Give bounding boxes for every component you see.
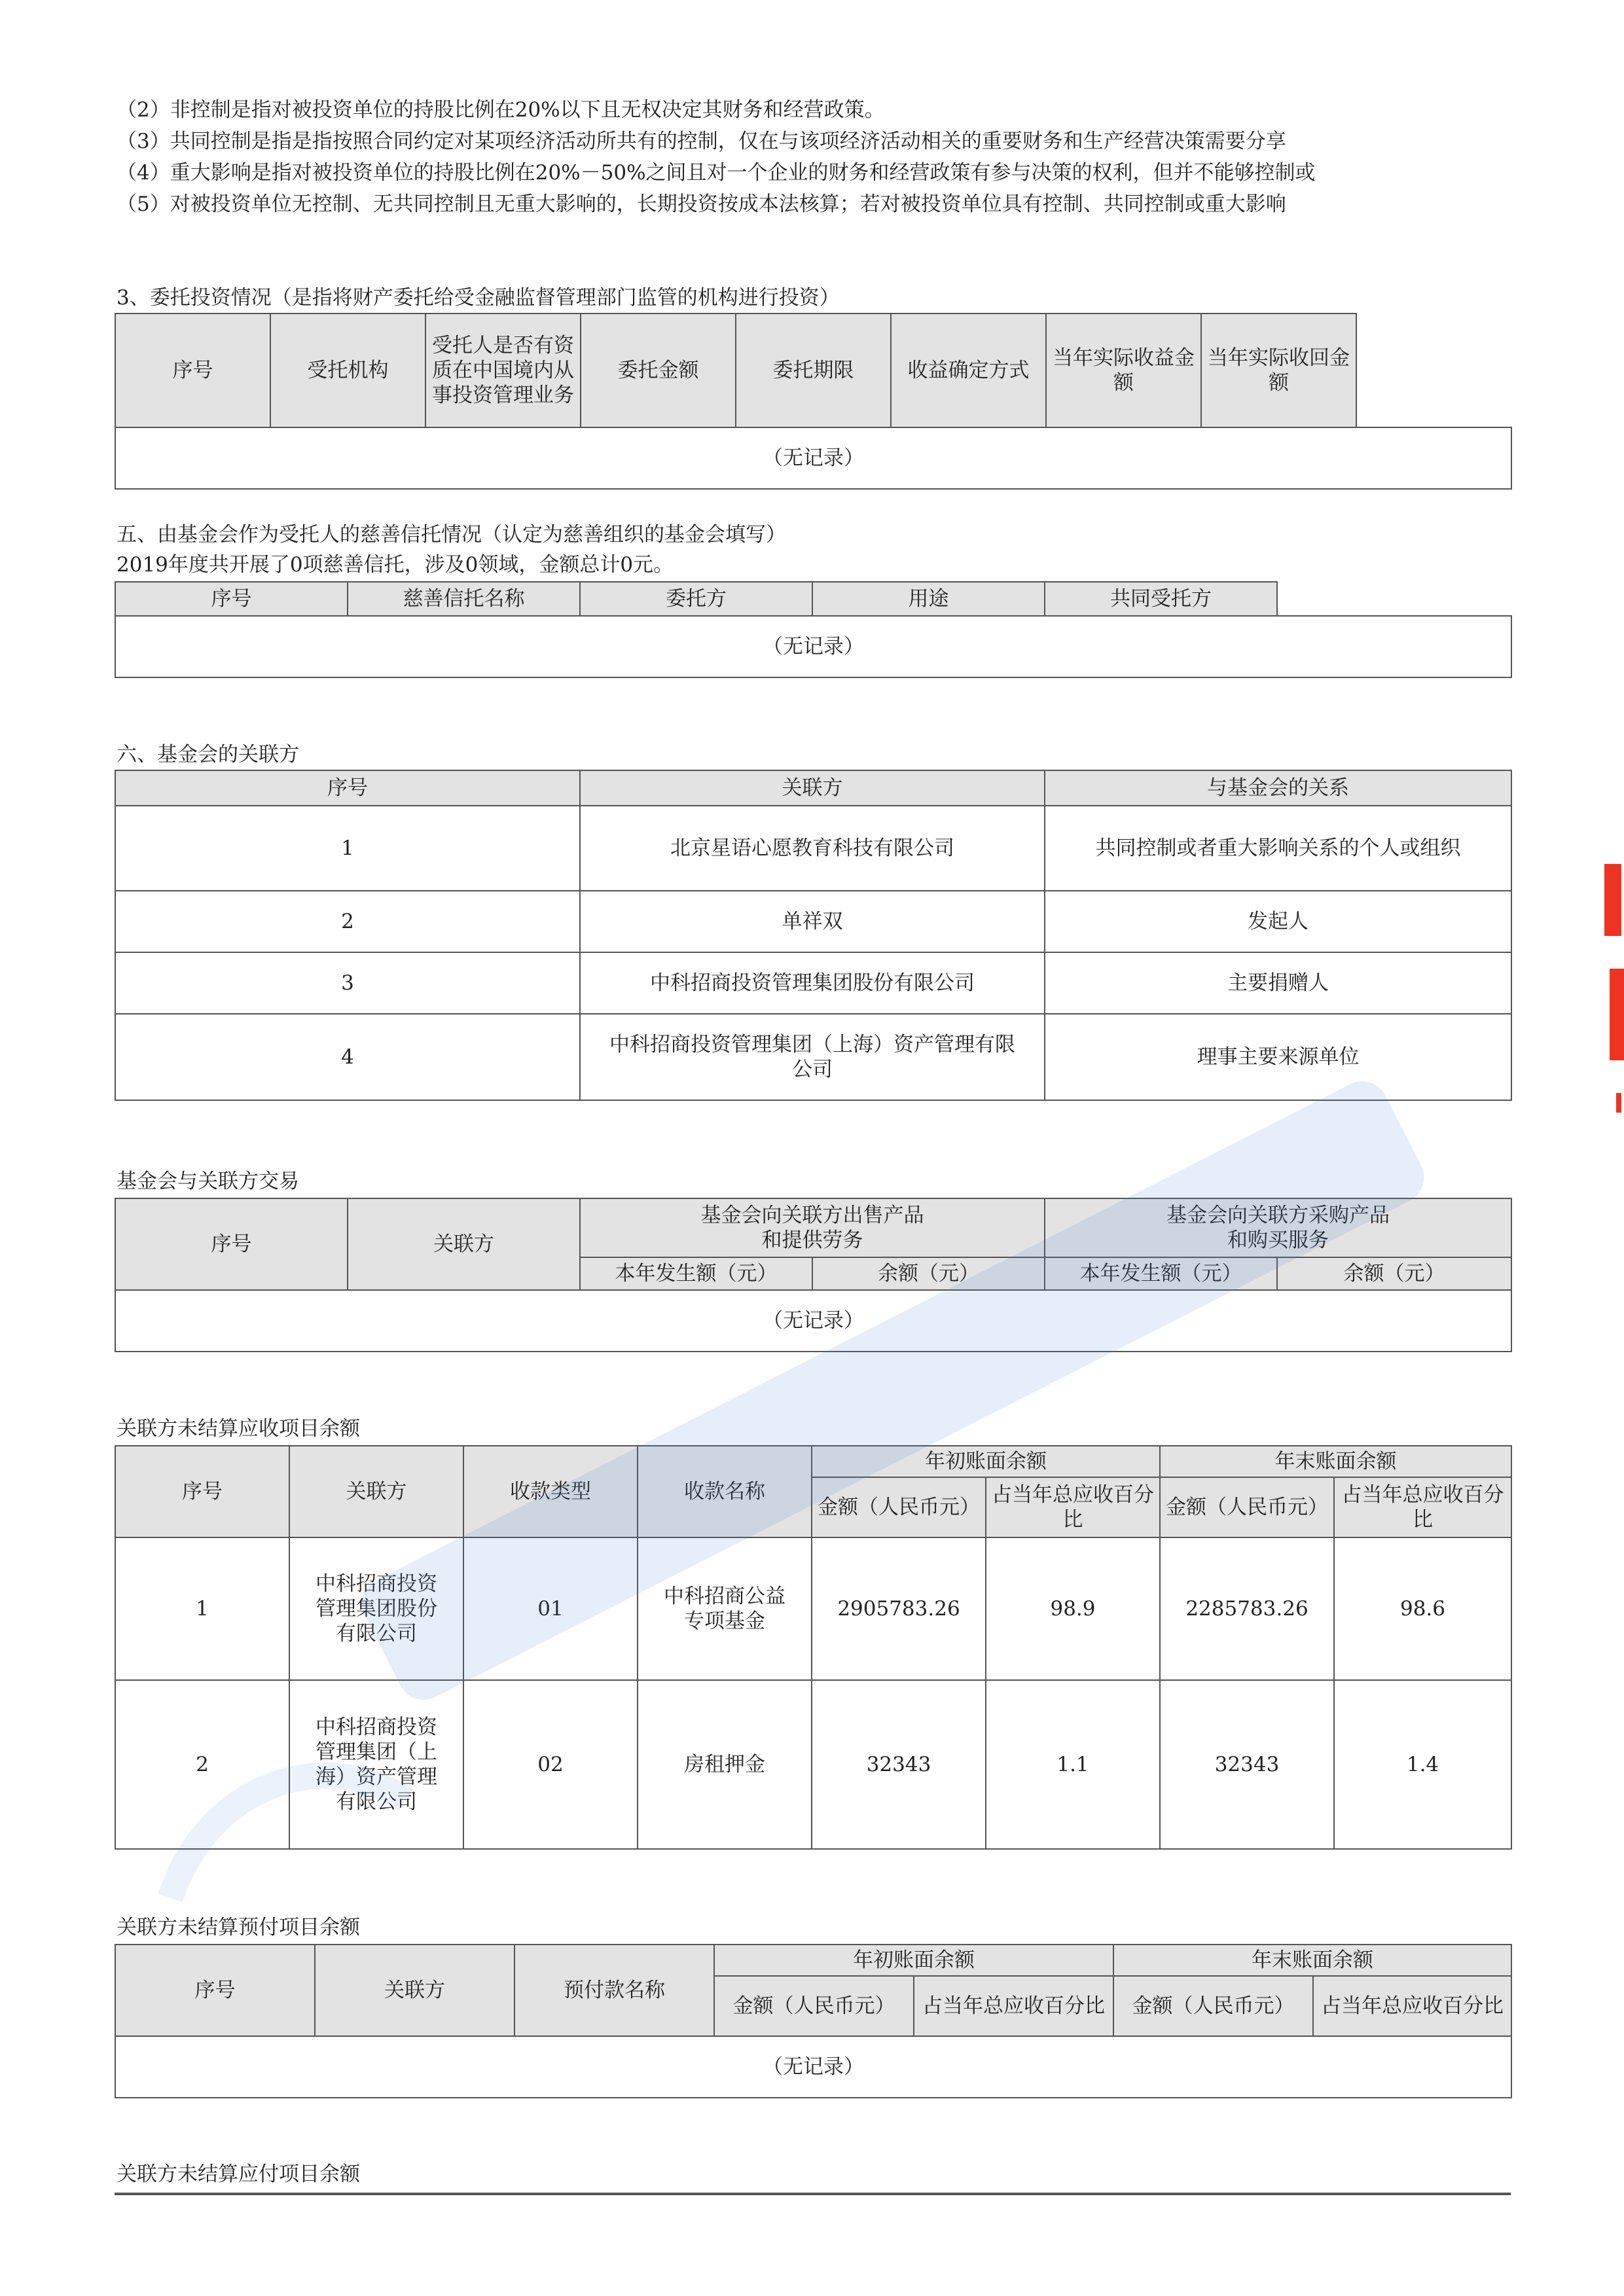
- section-title-related: 六、基金会的关联方: [117, 743, 299, 766]
- empty-record: （无记录）: [115, 2036, 1511, 2098]
- th-amount: 本年发生额（元）: [580, 1257, 812, 1290]
- th-prepay-name: 预付款名称: [514, 1945, 714, 2036]
- th-trust-name: 慈善信托名称: [348, 582, 580, 616]
- th-income-method: 收益确定方式: [891, 314, 1046, 427]
- table-row: 3 中科招商投资管理集团股份有限公司 主要捐赠人: [115, 952, 1511, 1014]
- th-purpose: 用途: [812, 582, 1045, 616]
- th-no: 序号: [115, 1198, 348, 1290]
- th-qualified: 受托人是否有资质在中国境内从事投资管理业务: [425, 314, 581, 427]
- th-no: 序号: [115, 770, 580, 806]
- empty-record: （无记录）: [115, 1290, 1511, 1352]
- th-percent: 占当年总应收百分比: [1334, 1477, 1511, 1537]
- th-balance: 余额（元）: [1277, 1257, 1511, 1290]
- note-line: （4）重大影响是指对被投资单位的持股比例在20%－50%之间且对一个企业的财务和经营政策有参与决策的权利，但并不能够控制或: [117, 161, 1316, 185]
- empty-record: （无记录）: [115, 427, 1511, 489]
- th-party: 关联方: [348, 1198, 580, 1290]
- trade-table: [115, 1198, 1512, 1352]
- note-line: （3）共同控制是指是指按照合同约定对某项经济活动所共有的控制，仅在与该项经济活动相关的重要财务和生产经营决策需要分享: [117, 130, 1286, 153]
- section-title-charity: 五、由基金会作为受托人的慈善信托情况（认定为慈善组织的基金会填写）: [117, 523, 786, 547]
- th-party: 关联方: [289, 1446, 463, 1537]
- charity-summary: 2019年度共开展了0项慈善信托，涉及0领域，金额总计0元。: [117, 553, 674, 577]
- th-no: 序号: [115, 582, 348, 616]
- note-line: （5）对被投资单位无控制、无共同控制且无重大影响的，长期投资按成本法核算；若对被投资单位具有控制、共同控制或重大影响: [117, 192, 1286, 216]
- th-end: 年末账面余额: [1160, 1446, 1511, 1477]
- th-name: 收款名称: [638, 1446, 812, 1537]
- seal-stamp-icon: [1604, 864, 1624, 1113]
- th-party: 关联方: [315, 1945, 514, 2036]
- table-row: 2 中科招商投资管理集团（上海）资产管理有限公司 02 房租押金 32343 1.1 32343 1.4: [115, 1680, 1511, 1849]
- th-co-trustee: 共同受托方: [1045, 582, 1277, 616]
- th-no: 序号: [115, 314, 270, 427]
- th-amount: 金额（人民币元）: [714, 1976, 914, 2036]
- empty-record: （无记录）: [115, 616, 1511, 677]
- th-percent: 占当年总应收百分比: [1313, 1976, 1511, 2036]
- related-party-table: [115, 770, 1512, 1101]
- th-amount: 委托金额: [581, 314, 736, 427]
- entrust-table: [115, 313, 1512, 490]
- th-term: 委托期限: [736, 314, 891, 427]
- section-title-payable: 关联方未结算应付项目余额: [117, 2162, 360, 2186]
- th-relation: 与基金会的关系: [1045, 770, 1511, 806]
- th-begin: 年初账面余额: [812, 1446, 1160, 1477]
- section-title-trade: 基金会与关联方交易: [117, 1170, 299, 1193]
- th-amount: 金额（人民币元）: [1113, 1976, 1313, 2036]
- th-amount: 金额（人民币元）: [812, 1477, 986, 1537]
- th-no: 序号: [115, 1446, 289, 1537]
- th-amount: 金额（人民币元）: [1160, 1477, 1334, 1537]
- table-row: 4 中科招商投资管理集团（上海）资产管理有限公司 理事主要来源单位: [115, 1014, 1511, 1100]
- receivable-table: [115, 1445, 1512, 1850]
- note-line: （2）非控制是指对被投资单位的持股比例在20%以下且无权决定其财务和经营政策。: [117, 98, 885, 122]
- th-no: 序号: [115, 1945, 315, 2036]
- th-actual-income: 当年实际收益金额: [1046, 314, 1201, 427]
- th-begin: 年初账面余额: [714, 1945, 1113, 1976]
- table-row: 1 北京星语心愿教育科技有限公司 共同控制或者重大影响关系的个人或组织: [115, 806, 1511, 891]
- th-trustee: 受托机构: [270, 314, 425, 427]
- section-title-prepaid: 关联方未结算预付项目余额: [117, 1916, 360, 1939]
- table-row: 2 单祥双 发起人: [115, 891, 1511, 952]
- th-percent: 占当年总应收百分比: [986, 1477, 1160, 1537]
- table-row: 1 中科招商投资管理集团股份有限公司 01 中科招商公益专项基金 2905783.26 98.9 2285783.26 98.6: [115, 1537, 1511, 1680]
- table-top-border: [115, 2193, 1511, 2195]
- charity-table: [115, 581, 1512, 678]
- th-settlor: 委托方: [580, 582, 812, 616]
- th-buy: 基金会向关联方采购产品和购买服务: [1045, 1198, 1511, 1257]
- th-sell: 基金会向关联方出售产品和提供劳务: [580, 1198, 1045, 1257]
- th-amount: 本年发生额（元）: [1045, 1257, 1277, 1290]
- prepaid-table: [115, 1944, 1512, 2098]
- section-title-entrust: 3、委托投资情况（是指将财产委托给受金融监督管理部门监管的机构进行投资）: [117, 286, 840, 310]
- section-title-receivable: 关联方未结算应收项目余额: [117, 1417, 360, 1441]
- th-balance: 余额（元）: [812, 1257, 1045, 1290]
- th-end: 年末账面余额: [1113, 1945, 1511, 1976]
- th-party: 关联方: [580, 770, 1045, 806]
- th-type: 收款类型: [463, 1446, 638, 1537]
- th-percent: 占当年总应收百分比: [914, 1976, 1113, 2036]
- th-actual-recovered: 当年实际收回金额: [1201, 314, 1356, 427]
